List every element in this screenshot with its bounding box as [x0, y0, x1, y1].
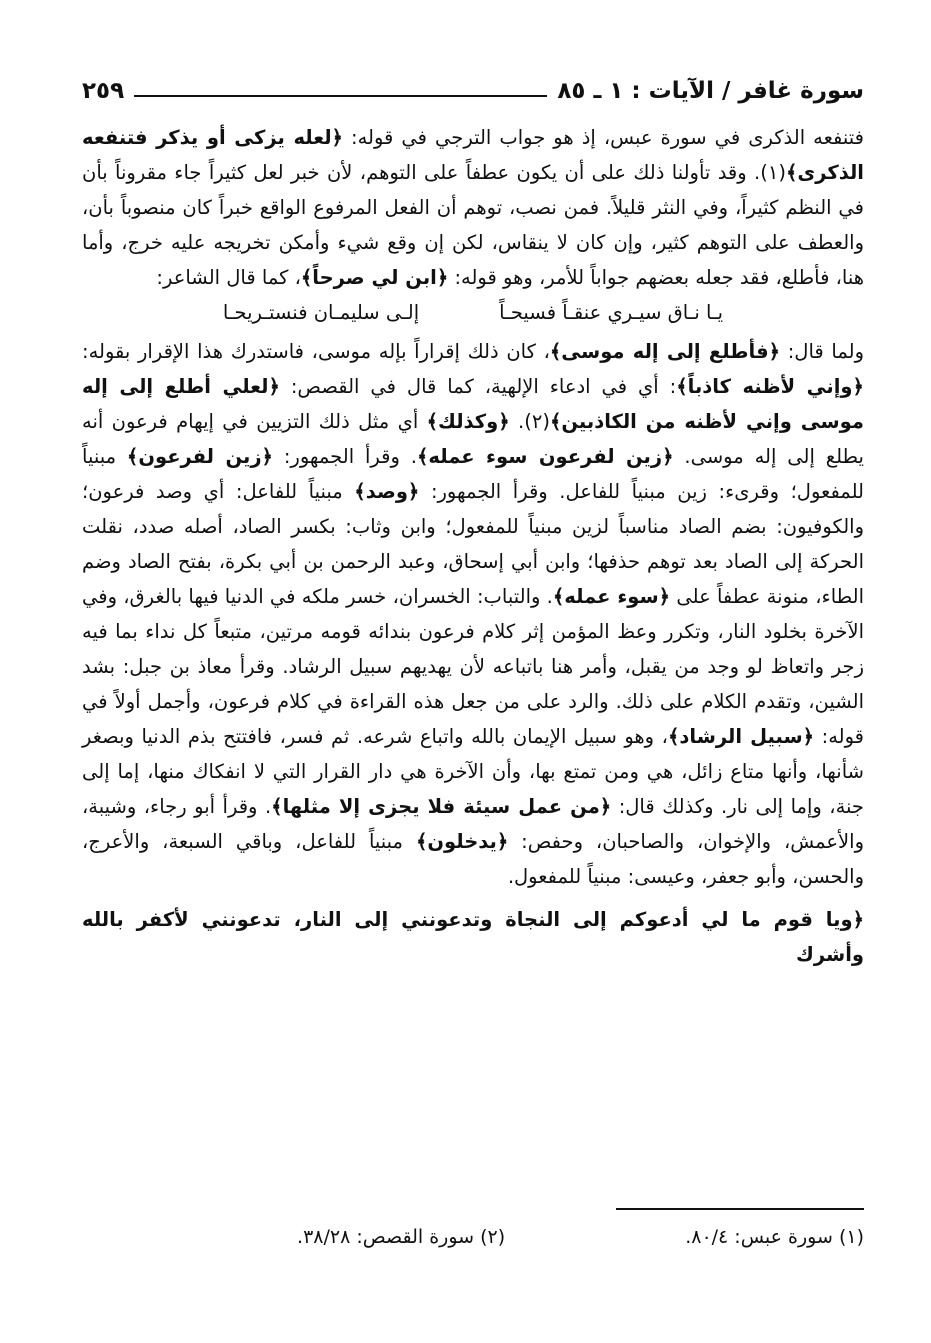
quran-quote: ﴿وكذلك﴾ — [426, 410, 510, 433]
hemistich-left: إلـى سليمـان فنستـريحـا — [222, 301, 420, 324]
poem-verse — [82, 295, 864, 330]
paragraph-1 — [82, 120, 864, 295]
quran-quote: ﴿يدخلون﴾ — [415, 830, 509, 853]
hemistich-right: يـا نـاق سيـري عنقـاً فسيحـاً — [499, 301, 724, 324]
text-run: : أي في ادعاء الإلهية، كما قال في القصص: — [279, 375, 677, 398]
page-number: ٢٥٩ — [82, 78, 125, 104]
quran-quote: ﴿لعله يزكى أو يذكر فتنفعه الذكرى﴾ — [82, 126, 864, 184]
footnote-1: (١) سورة عبس: ٨٠/٤. — [685, 1226, 864, 1248]
text-run: ، كما قال الشاعر: — [156, 266, 301, 289]
quran-quote: ﴿فأطلع إلى إله موسى﴾ — [549, 340, 781, 363]
header-title: سورة غافر / الآيات : ١ ـ ٨٥ — [557, 78, 864, 104]
quran-quote: ﴿وإني لأظنه كاذباً﴾ — [676, 375, 864, 398]
quran-verse-line: ﴿ويا قوم ما لي أدعوكم إلى النجاة وتدعونني إلى النار، تدعونني لأكفر بالله وأشرك — [82, 908, 864, 966]
text-run: . وقرأ الجمهور: — [273, 445, 417, 468]
quran-quote: ﴿ابن لي صرحاً﴾ — [300, 266, 449, 289]
text-run: ولما قال: — [780, 340, 864, 363]
footnote-2: (٢) سورة القصص: ٣٨/٢٨. — [297, 1226, 506, 1248]
quran-quote: ﴿سبيل الرشاد﴾ — [667, 725, 815, 748]
text-run: ، كان ذلك إقراراً بإله موسى، فاستدرك هذا الإقرار بقوله: — [82, 340, 550, 363]
quran-quote: ﴿وصد﴾ — [354, 480, 420, 503]
text-run: مبنياً للفاعل: أي وصد فرعون؛ والكوفيون: بضم الصاد مناسباً لزين مبنياً للمفعول؛ وابن وثاب: بكسر الصاد، أصله صدد، نقلت الحركة إلى الصاد بعد توهم حذفها؛ وابن أبي إسحاق، وعبد الرحمن بن أبي بكرة، بفتح الصاد وضم الطاء، منونة عطفاً على — [82, 480, 864, 608]
main-text — [82, 120, 864, 972]
text-run: أي مثل ذلك التزيين في إيهام فرعون أنه يطلع إلى إله موسى. — [82, 410, 864, 468]
text-run: (٢). — [509, 410, 550, 433]
quran-quote: ﴿زين لفرعون سوء عمله﴾ — [416, 445, 674, 468]
quran-quote: ﴿زين لفرعون﴾ — [126, 445, 273, 468]
text-run: فتنفعه الذكرى في سورة عبس، إذ هو جواب الترجي في قوله: — [342, 126, 864, 149]
quran-quote: ﴿من عمل سيئة فلا يجزى إلا مثلها﴾ — [271, 795, 612, 818]
text-run: . وقرأ أبو رجاء، وشيبة، والأعمش، والإخوان، والصاحبان، وحفص: — [82, 795, 864, 853]
text-run: مبنياً للفاعل، وباقي السبعة، والأعرج، والحسن، وأبو جعفر، وعيسى: مبنياً للمفعول. — [82, 830, 864, 888]
quran-quote: ﴿سوء عمله﴾ — [552, 585, 671, 608]
quran-quote: ﴿لعلي أطلع إلى إله موسى وإني لأظنه من الكاذبين﴾ — [82, 375, 864, 433]
running-header — [82, 72, 864, 110]
text-run: ، وهو سبيل الإيمان بالله واتباع شرعه. ثم فسر، فافتتح بذم الدنيا وبصغر شأنها، وأنها متاع زائل، هي ومن تمتع بها، وأن الآخرة هي دار القرار التي لا انفكاك منها، إما إلى جنة، وإما إلى نار. وكذلك قال: — [82, 725, 864, 818]
header-rule — [134, 95, 547, 97]
text-run: . والتباب: الخسران، خسر ملكه في الدنيا فيها بالغرق، وفي الآخرة بخلود النار، وتكرر وعظ المؤمن إثر كلام فرعون بندائه قومه مرتين، متبعاً كل نداء بما فيه زجر واتعاظ لو وجد من يقبل، وأمر هنا باتباعه لأن يهديهم سبيل الرشاد. وقرأ معاذ بن جبل: بشد الشين، وتقدم الكلام على ذلك. والرد على من جعل هذه القراءة في كلام فرعون، وأجمل أولاً في قوله: — [82, 585, 865, 748]
paragraph-2 — [82, 334, 864, 894]
footnotes — [232, 1222, 864, 1252]
footnote-rule — [616, 1208, 864, 1210]
page — [82, 72, 864, 1292]
text-run: مبنياً للمفعول؛ وقرىء: زين مبنياً للفاعل. وقرأ الجمهور: — [82, 445, 864, 503]
text-run: (١). وقد تأولنا ذلك على أن يكون عطفاً على التوهم، لأن خبر لعل كثيراً جاء مقروناً بأن في النظم كثيراً، وفي النثر قليلاً. فمن نصب، توهم أن الفعل المرفوع الواقع خبراً كان منصوباً بأن، والعطف على التوهم كثير، وإن كان لا ينقاس، لكن إن وقع شيء وأمكن تخريجه عليه خرج، وأما هنا، فأطلع، فقد جعله بعضهم جواباً للأمر، وهو قوله: — [82, 161, 864, 289]
